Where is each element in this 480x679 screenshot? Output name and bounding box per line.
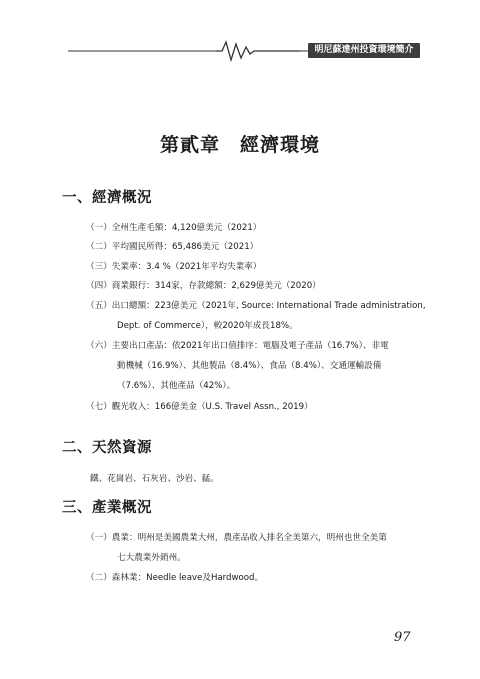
chapter-title: 第貳章 經濟環境 bbox=[159, 134, 320, 156]
item-number: （三） bbox=[86, 262, 112, 272]
item-number: （二） bbox=[86, 242, 112, 252]
section-heading-economy: 一、經濟概況 bbox=[62, 190, 152, 206]
item-text: 農業：明州是美國農業大州，農產品收入排名全美第六，明州也世全美第 bbox=[111, 533, 387, 543]
list-item bbox=[86, 222, 416, 234]
list-item bbox=[86, 401, 416, 413]
item-continuation: 七大農業外銷州。 bbox=[117, 553, 186, 563]
item-text: 失業率：3.4 %（2021年平均失業率） bbox=[111, 262, 262, 272]
item-text: 觀光收入：166億美金（U.S. Travel Assn., 2019） bbox=[111, 402, 313, 412]
item-number: （七） bbox=[86, 402, 112, 412]
item-number: （六） bbox=[86, 341, 112, 351]
item-number: （二） bbox=[86, 573, 112, 583]
item-number: （五） bbox=[86, 301, 112, 311]
item-continuation: 動機械（16.9%）、其他製品（8.4%）、食品（8.4%）、交通運輸設備 bbox=[117, 361, 382, 371]
list-item bbox=[86, 532, 416, 544]
item-text: 主要出口產品：依2021年出口值排序：電腦及電子產品（16.7%）、非電 bbox=[111, 341, 389, 351]
item-text: 出口總額：223億美元（2021年, Source: International Trade administration, bbox=[111, 301, 426, 311]
item-continuation: Dept. of Commerce），較2020年成長18%。 bbox=[117, 321, 298, 331]
list-item bbox=[86, 241, 416, 253]
item-number: （一） bbox=[86, 223, 112, 233]
item-number: （四） bbox=[86, 281, 112, 291]
item-text: 商業銀行：314家，存款總額：2,629億美元（2020） bbox=[111, 281, 321, 291]
list-item bbox=[86, 300, 426, 312]
section-heading-natural-resources: 二、天然資源 bbox=[62, 440, 152, 456]
item-continuation: （7.6%）、其他產品（42%）。 bbox=[117, 381, 236, 391]
page-header bbox=[0, 38, 480, 68]
item-text: 全州生產毛額：4,120億美元（2021） bbox=[111, 223, 262, 233]
header-title: 明尼蘇達州投資環境簡介 bbox=[308, 43, 420, 58]
page-number: 97 bbox=[394, 630, 411, 645]
section-heading-industry: 三、產業概況 bbox=[62, 500, 152, 516]
list-item bbox=[86, 340, 416, 352]
item-text: 森林業：Needle leave及Hardwood。 bbox=[111, 573, 264, 583]
item-text: 平均國民所得：65,486美元（2021） bbox=[111, 242, 259, 252]
list-item bbox=[86, 572, 416, 584]
list-item bbox=[86, 280, 416, 292]
natural-resources-text: 鐵、花崗岩、石灰岩、沙岩、錳。 bbox=[90, 474, 219, 484]
list-item bbox=[86, 261, 416, 273]
item-number: （一） bbox=[86, 533, 112, 543]
